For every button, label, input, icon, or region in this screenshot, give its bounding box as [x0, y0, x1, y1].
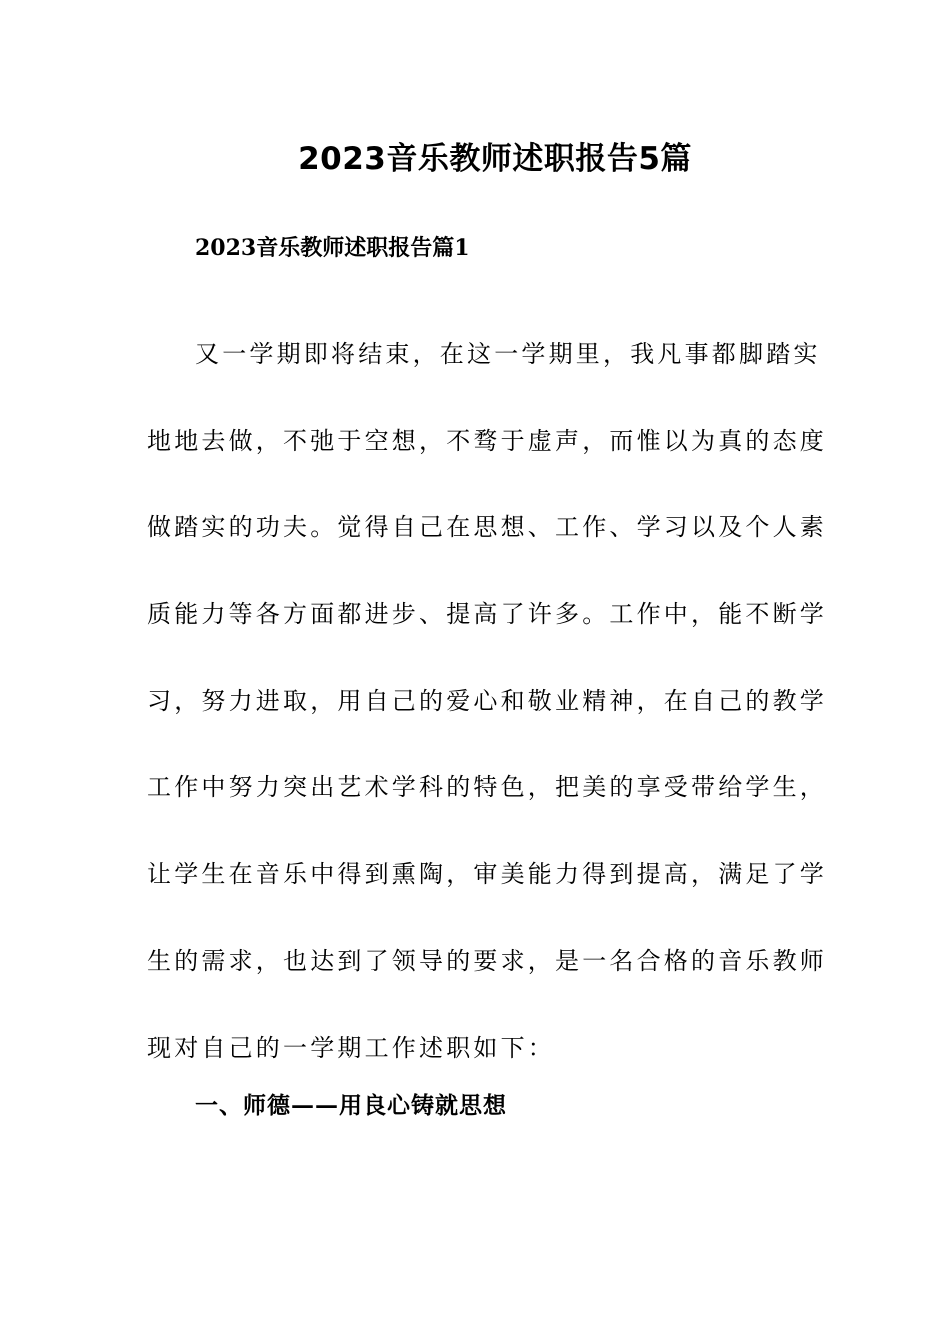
paragraph-line: 地地去做，不弛于空想，不骛于虚声，而惟以为真的态度	[147, 426, 827, 455]
body-paragraph	[147, 311, 827, 1091]
paragraph-line: 习，努力进取，用自己的爱心和敬业精神，在自己的教学	[147, 686, 827, 715]
paragraph-line: 做踏实的功夫。觉得自己在思想、工作、学习以及个人素	[147, 513, 827, 542]
document-title: 2023音乐教师述职报告5篇	[298, 141, 692, 177]
sub-heading: 一、师德——用良心铸就思想	[195, 1092, 507, 1119]
paragraph-line: 让学生在音乐中得到熏陶，审美能力得到提高，满足了学	[147, 860, 827, 889]
paragraph-line: 又一学期即将结束，在这一学期里，我凡事都脚踏实	[195, 340, 821, 368]
paragraph-line: 现对自己的一学期工作述职如下：	[147, 1033, 555, 1062]
paragraph-line: 工作中努力突出艺术学科的特色，把美的享受带给学生，	[147, 773, 827, 802]
paragraph-line: 生的需求，也达到了领导的要求，是一名合格的音乐教师	[147, 946, 827, 975]
section-heading: 2023音乐教师述职报告篇1	[195, 235, 470, 261]
paragraph-line: 质能力等各方面都进步、提高了许多。工作中，能不断学	[147, 600, 827, 629]
